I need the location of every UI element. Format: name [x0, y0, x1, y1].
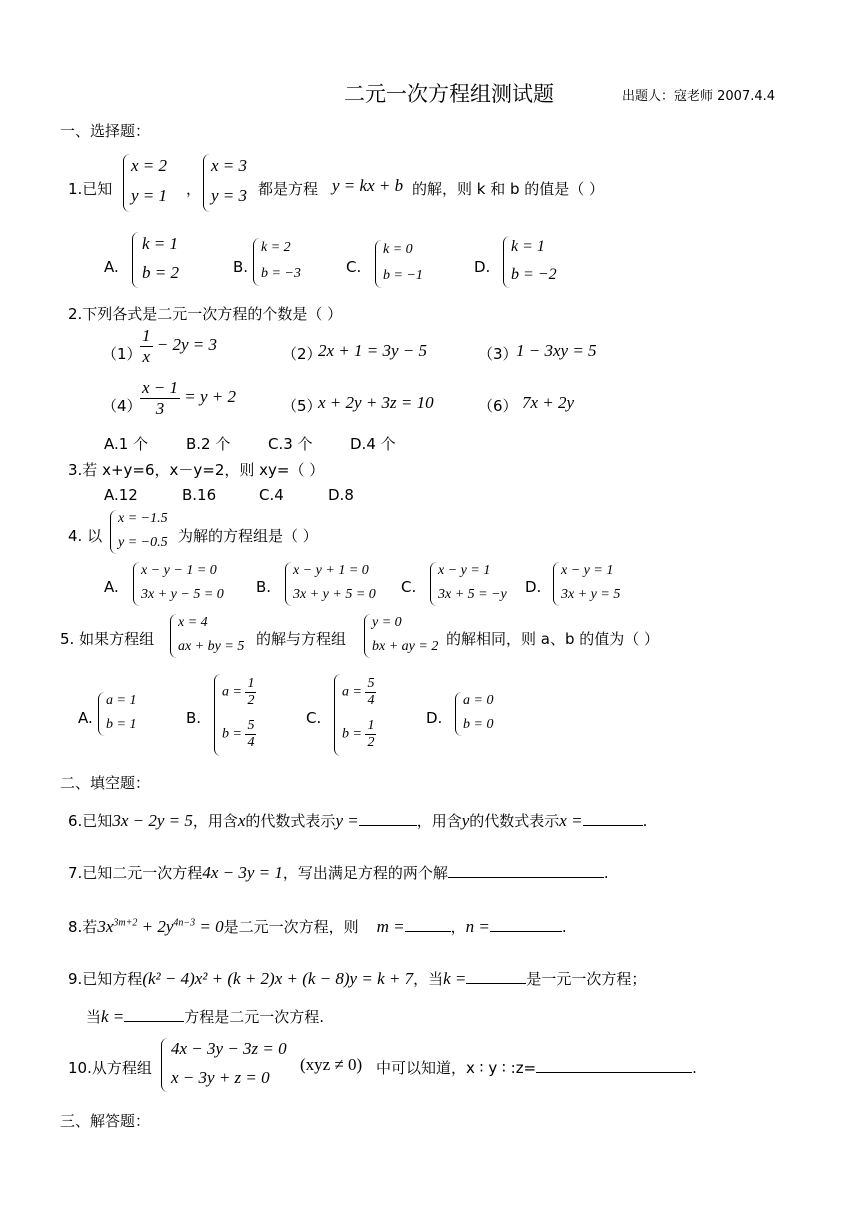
q10-system: 4x − 3y − 3z = 0 x − 3y + z = 0	[161, 1038, 301, 1094]
q5-system-1: x = 4 ax + by = 5	[170, 614, 260, 660]
q8-blank-m[interactable]	[405, 929, 451, 932]
q1-system-1: x = 2 y = 1	[123, 154, 193, 214]
q1-option-d-label: D.	[474, 258, 491, 276]
q10-prefix: 10.从方程组	[68, 1059, 152, 1077]
q9-line-1: 9.已知方程(k² − 4)x² + (k + 2)x + (k − 8)y = k + 7，当k = 是一元一次方程；	[68, 969, 647, 988]
q6-blank-x[interactable]	[583, 823, 643, 826]
q8-blank-n[interactable]	[490, 929, 562, 932]
q10-blank[interactable]	[536, 1070, 692, 1073]
section-heading-solve: 三、解答题：	[60, 1112, 151, 1130]
page-title: 二元一次方程组测试题	[344, 82, 554, 106]
q5-prefix: 5. 如果方程组	[60, 630, 155, 648]
q2-item-4: $\frac{x - 1}{3}$ = y + 2	[142, 378, 237, 418]
q1-option-c[interactable]: k = 0 b = −1	[375, 240, 445, 290]
q3-option-a[interactable]: A.12	[104, 486, 138, 504]
q7-blank[interactable]	[448, 875, 604, 878]
q3-option-b[interactable]: B.16	[182, 486, 217, 504]
q1-prefix: 1.已知	[68, 180, 113, 198]
q1-system-2: x = 3 y = 3	[203, 154, 273, 214]
q1-option-d[interactable]: k = 1 b = −2	[503, 236, 573, 290]
q1-option-a[interactable]: k = 1 b = 2	[132, 232, 202, 292]
q1-option-b[interactable]: k = 2 b = −3	[253, 238, 323, 288]
q2-stem: 2.下列各式是二元一次方程的个数是（ ）	[68, 305, 343, 323]
q2-option-d[interactable]: D.4 个	[350, 435, 396, 453]
q2-item-1: $\frac{1}{x}$ − 2y = 3	[142, 326, 217, 366]
q7-line: 7.已知二元一次方程4x − 3y = 1，写出满足方程的两个解 .	[68, 863, 609, 882]
q4-option-d[interactable]: x − y = 1 3x + y = 5	[553, 562, 643, 608]
q4-system: x = −1.5 y = −0.5	[110, 510, 190, 556]
q6-blank-y[interactable]	[359, 823, 417, 826]
section-heading-fill: 二、填空题：	[60, 774, 151, 792]
q2-option-a[interactable]: A.1 个	[104, 435, 149, 453]
q4-option-b[interactable]: x − y + 1 = 0 3x + y + 5 = 0	[285, 562, 385, 608]
q4-prefix: 4. 以	[68, 527, 103, 545]
q5-option-a[interactable]: a = 1 b = 1	[98, 692, 158, 738]
q10-line: 中可以知道，x ∶ y ∶ :z= .	[376, 1059, 697, 1077]
q4-option-a[interactable]: x − y − 1 = 0 3x + y − 5 = 0	[133, 562, 233, 608]
q9-blank-k1[interactable]	[466, 981, 526, 984]
q2-item-3: 1 − 3xy = 5	[516, 341, 597, 360]
q2-item-6: 7x + 2y	[522, 393, 575, 412]
q9-blank-k2[interactable]	[124, 1019, 184, 1022]
q5-option-b[interactable]: a = $\frac{1}{2}$ b = $\frac{5}{4}$	[214, 674, 274, 758]
q4-option-c[interactable]: x − y = 1 3x + 5 = −y	[430, 562, 520, 608]
q10-condition: (xyz ≠ 0)	[300, 1055, 363, 1074]
q3-option-c[interactable]: C.4	[259, 486, 284, 504]
q2-item-5: x + 2y + 3z = 10	[318, 393, 434, 412]
q3-option-d[interactable]: D.8	[328, 486, 354, 504]
q3-stem: 3.若 x+y=6，x－y=2，则 xy=（ ）	[68, 461, 325, 479]
q1-option-c-label: C.	[346, 258, 362, 276]
author-line: 出题人：寇老师 2007.4.4	[622, 89, 776, 104]
section-heading-choice: 一、选择题：	[60, 122, 151, 140]
q2-option-c[interactable]: C.3 个	[268, 435, 313, 453]
q5-option-c[interactable]: a = $\frac{5}{4}$ b = $\frac{1}{2}$	[334, 674, 394, 758]
q1-equation: y = kx + b	[332, 176, 404, 195]
q1-option-a-label: A.	[104, 258, 119, 276]
q8-line: 8.若$3x^{3m+2} + 2y^{4n-3} = 0$是二元一次方程，则 m = ，n = .	[68, 917, 567, 936]
q2-option-b[interactable]: B.2 个	[186, 435, 231, 453]
q1-option-b-label: B.	[233, 258, 249, 276]
q5-option-d[interactable]: a = 0 b = 0	[455, 692, 515, 738]
q6-line: 6.已知3x − 2y = 5，用含x的代数式表示y = ，用含y的代数式表示x = .	[68, 811, 648, 830]
q9-line-2: 当k = 方程是二元一次方程.	[86, 1007, 325, 1026]
q5-system-2: y = 0 bx + ay = 2	[364, 614, 454, 660]
q2-item-2: 2x + 1 = 3y − 5	[318, 341, 428, 360]
